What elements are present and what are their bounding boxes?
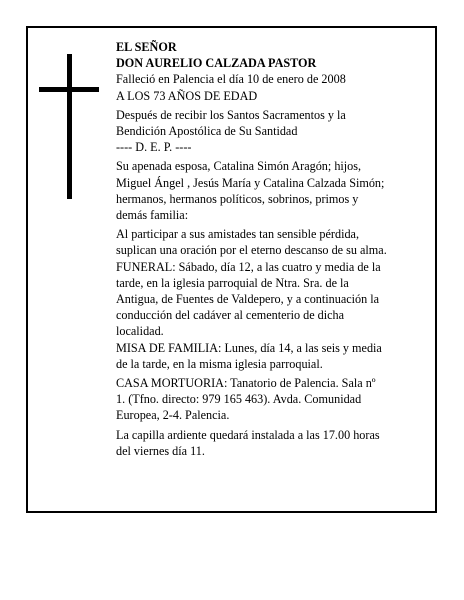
prayer-request-paragraph <box>116 226 432 258</box>
funeral-paragraph <box>116 259 432 340</box>
funeral-line: Antigua, de Fuentes de Valdepero, y a continuación la <box>116 292 380 307</box>
family-line: demás familia: <box>116 208 189 223</box>
family-mass-paragraph <box>116 340 432 372</box>
funeral-home-line: 1. (Tfno. directo: 979 165 463). Avda. Comunidad <box>116 392 362 407</box>
chapel-line: La capilla ardiente quedará instalada a las 17.00 horas <box>116 427 380 442</box>
cross-icon <box>39 54 99 199</box>
family-mass-line: MISA DE FAMILIA: Lunes, día 14, a las seis y media <box>116 340 382 355</box>
chapel-line: del viernes día 11. <box>116 443 205 458</box>
deceased-header <box>116 39 432 104</box>
funeral-line: tarde, en la iglesia parroquial de Ntra. Sra. de la <box>116 275 349 290</box>
family-mass-line: de la tarde, en la misma iglesia parroquial. <box>116 356 323 371</box>
honorific-line: EL SEÑOR <box>116 40 177 54</box>
funeral-line: localidad. <box>116 324 164 339</box>
cross-vertical-bar <box>67 54 72 199</box>
family-line: Su apenada esposa, Catalina Simón Aragón; hijos, <box>116 159 362 174</box>
funeral-home-line: CASA MORTUORIA: Tanatorio de Palencia. Sala nº <box>116 376 376 391</box>
funeral-line: conducción del cadáver al cementerio de dicha <box>116 308 345 323</box>
prayer-request-line: suplican una oración por el eterno descanso de su alma. <box>116 243 387 258</box>
chapel-paragraph <box>116 427 432 459</box>
family-line: Miguel Ángel , Jesús María y Catalina Calzada Simón; <box>116 175 385 190</box>
family-line: hermanos, hermanos políticos, sobrinos, primos y <box>116 191 359 206</box>
cross-horizontal-bar <box>39 87 99 92</box>
prayer-request-line: Al participar a sus amistades tan sensible pérdida, <box>116 227 360 242</box>
deceased-name: DON AURELIO CALZADA PASTOR <box>116 56 317 71</box>
age-line: A LOS 73 AÑOS DE EDAD <box>116 88 258 103</box>
funeral-home-paragraph <box>116 375 432 424</box>
funeral-home-line: Europea, 2-4. Palencia. <box>116 408 230 423</box>
family-paragraph <box>116 158 432 223</box>
sacraments-line: Bendición Apostólica de Su Santidad <box>116 124 298 139</box>
obituary-notice <box>26 26 437 513</box>
sacraments-paragraph <box>116 107 432 156</box>
death-date-line: Falleció en Palencia el día 10 de enero de 2008 <box>116 72 346 87</box>
notice-text <box>116 39 432 459</box>
funeral-line: FUNERAL: Sábado, día 12, a las cuatro y media de la <box>116 259 381 274</box>
rip-line: ---- D. E. P. ---- <box>116 140 192 155</box>
sacraments-line: Después de recibir los Santos Sacramentos y la <box>116 107 346 122</box>
